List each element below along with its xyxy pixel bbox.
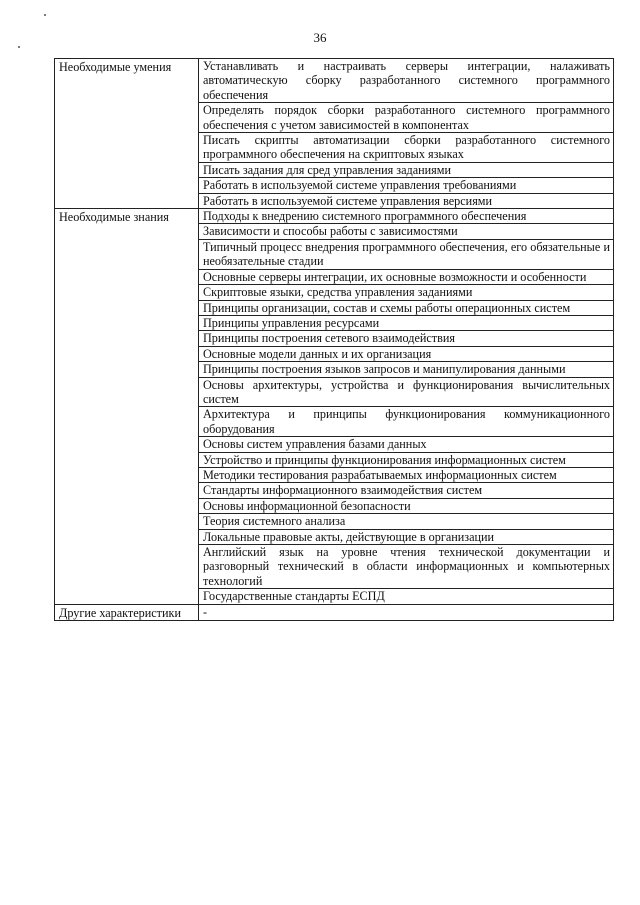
table-row — [55, 209, 614, 224]
requirement-item-cell: Устанавливать и настраивать серверы интеграции, налаживать автоматическую сборку разработанного системного программного обеспечения — [199, 59, 614, 103]
requirement-item-cell: Принципы построения языков запросов и манипулирования данными — [199, 362, 614, 377]
scan-speck — [18, 46, 20, 48]
requirement-item-cell: Основные модели данных и их организация — [199, 346, 614, 361]
requirement-item-cell: Государственные стандарты ЕСПД — [199, 589, 614, 604]
requirement-item-cell: Типичный процесс внедрения программного обеспечения, его обязательные и необязательные стадии — [199, 239, 614, 269]
table-row — [55, 604, 614, 620]
requirement-item-cell: Работать в используемой системе управления версиями — [199, 193, 614, 208]
section-title-cell: Необходимые знания — [55, 209, 199, 605]
page-number: 36 — [313, 30, 327, 45]
requirement-item-cell: Скриптовые языки, средства управления заданиями — [199, 285, 614, 300]
requirement-item-cell: Зависимости и способы работы с зависимостями — [199, 224, 614, 239]
requirement-item-cell: Писать скрипты автоматизации сборки разработанного системного программного обеспечения на скриптовых языках — [199, 133, 614, 163]
requirement-item-cell: Английский язык на уровне чтения технической документации и разговорный технический в области информационных и компьютерных технологий — [199, 545, 614, 589]
section-title-cell: Другие характеристики — [55, 604, 199, 620]
requirements-table — [54, 58, 614, 621]
requirement-item-cell: Основные серверы интеграции, их основные возможности и особенности — [199, 269, 614, 284]
scan-speck — [44, 14, 46, 16]
requirement-item-cell: - — [199, 604, 614, 620]
requirement-item-cell: Подходы к внедрению системного программного обеспечения — [199, 209, 614, 224]
requirement-item-cell: Архитектура и принципы функционирования коммуникационного оборудования — [199, 407, 614, 437]
requirement-item-cell: Локальные правовые акты, действующие в организации — [199, 529, 614, 544]
requirement-item-cell: Принципы управления ресурсами — [199, 315, 614, 330]
requirement-item-cell: Теория системного анализа — [199, 514, 614, 529]
requirement-item-cell: Принципы организации, состав и схемы работы операционных систем — [199, 300, 614, 315]
requirements-table-body — [55, 59, 614, 621]
requirement-item-cell: Основы архитектуры, устройства и функционирования вычислительных систем — [199, 377, 614, 407]
requirement-item-cell: Основы систем управления базами данных — [199, 437, 614, 452]
requirement-item-cell: Определять порядок сборки разработанного системного программного обеспечения с учетом зависимостей в компонентах — [199, 103, 614, 133]
requirement-item-cell: Методики тестирования разрабатываемых информационных систем — [199, 467, 614, 482]
requirement-item-cell: Основы информационной безопасности — [199, 498, 614, 513]
requirement-item-cell: Работать в используемой системе управления требованиями — [199, 178, 614, 193]
table-row — [55, 59, 614, 103]
requirement-item-cell: Устройство и принципы функционирования информационных систем — [199, 452, 614, 467]
requirement-item-cell: Принципы построения сетевого взаимодействия — [199, 331, 614, 346]
requirement-item-cell: Стандарты информационного взаимодействия систем — [199, 483, 614, 498]
section-title-cell: Необходимые умения — [55, 59, 199, 209]
requirement-item-cell: Писать задания для сред управления заданиями — [199, 162, 614, 177]
